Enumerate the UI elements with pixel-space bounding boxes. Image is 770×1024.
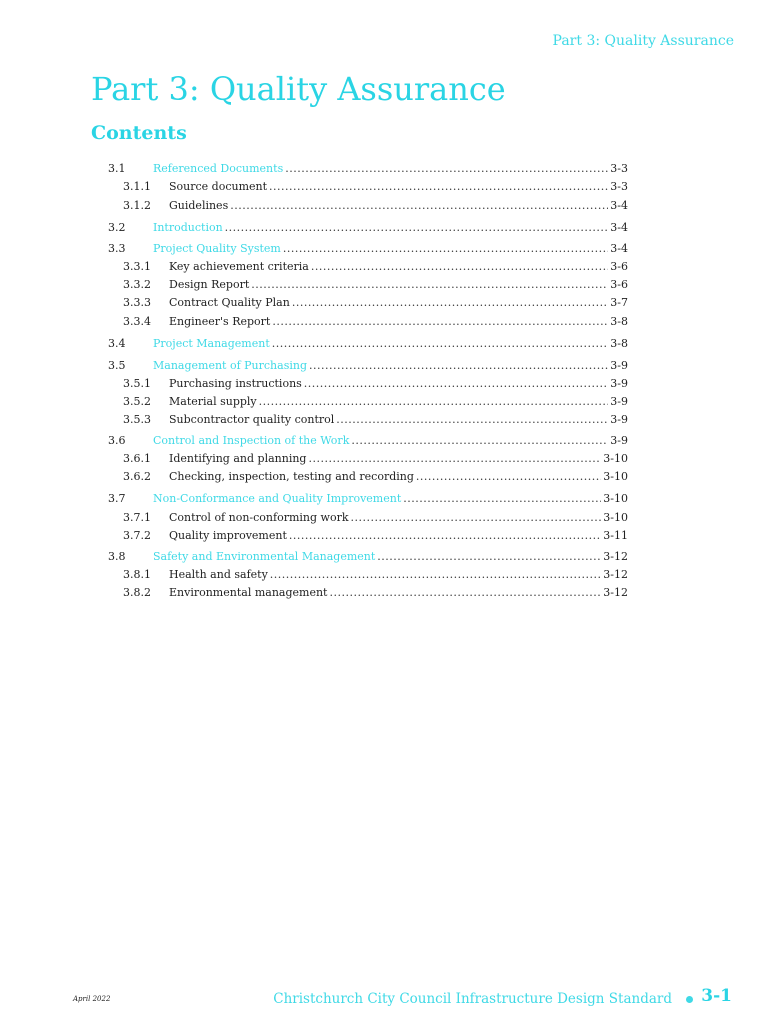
toc-dot-leader	[311, 258, 608, 276]
toc-subsection-label: Identifying and planning	[169, 452, 307, 465]
toc-dot-leader	[259, 393, 609, 411]
toc-subsection-label: Source document	[169, 180, 268, 193]
toc-page-number: 3-3	[610, 180, 628, 193]
toc-number: 3.7	[108, 492, 126, 505]
toc-entry[interactable]	[169, 313, 628, 331]
toc-entry[interactable]	[153, 432, 628, 450]
toc-page-number: 3-9	[610, 395, 628, 408]
toc-page-number: 3-9	[610, 434, 628, 447]
toc-section-link[interactable]: Management of Purchasing	[153, 359, 307, 372]
toc-dot-leader	[270, 566, 602, 584]
toc-dot-leader	[289, 527, 601, 545]
toc-page-number: 3-4	[610, 221, 628, 234]
footer-date: April 2022	[73, 995, 111, 1003]
toc-subsection-label: Contract Quality Plan	[169, 296, 290, 309]
toc-number: 3.4	[108, 337, 126, 350]
toc-entry[interactable]	[169, 276, 628, 294]
toc-row[interactable]	[0, 357, 770, 375]
toc-entry[interactable]	[153, 548, 628, 566]
toc-entry[interactable]	[153, 335, 628, 353]
toc-entry[interactable]	[169, 584, 628, 602]
toc-entry[interactable]	[169, 527, 628, 545]
toc-number: 3.6.1	[123, 452, 151, 465]
toc-dot-leader	[416, 468, 601, 486]
toc-subsection-label: Health and safety	[169, 568, 268, 581]
toc-dot-leader	[377, 548, 601, 566]
toc-subsection-label: Subcontractor quality control	[169, 413, 335, 426]
toc-page-number: 3-12	[603, 586, 628, 599]
toc-row[interactable]	[0, 375, 770, 393]
footer-bullet-icon	[686, 996, 693, 1003]
toc-subsection-label: Material supply	[169, 395, 257, 408]
toc-dot-leader	[225, 219, 609, 237]
toc-number: 3.8.2	[123, 586, 151, 599]
toc-row[interactable]	[0, 219, 770, 237]
toc-subsection-label: Engineer's Report	[169, 315, 271, 328]
toc-page-number: 3-9	[610, 359, 628, 372]
toc-entry[interactable]	[169, 393, 628, 411]
toc-row[interactable]	[0, 468, 770, 486]
toc-row[interactable]	[0, 160, 770, 178]
toc-row[interactable]	[0, 258, 770, 276]
toc-dot-leader	[269, 178, 608, 196]
toc-entry[interactable]	[169, 468, 628, 486]
toc-section-link[interactable]: Project Management	[153, 337, 270, 350]
toc-entry[interactable]	[153, 240, 628, 258]
toc-entry[interactable]	[153, 357, 628, 375]
toc-page-number: 3-10	[603, 452, 628, 465]
toc-number: 3.6.2	[123, 470, 151, 483]
toc-row[interactable]	[0, 584, 770, 602]
contents-heading: Contents	[91, 122, 187, 144]
toc-subsection-label: Control of non-conforming work	[169, 511, 349, 524]
toc-dot-leader	[403, 490, 601, 508]
toc-section-link[interactable]: Safety and Environmental Management	[153, 550, 376, 563]
toc-dot-leader	[304, 375, 608, 393]
toc-number: 3.7.1	[123, 511, 151, 524]
toc-entry[interactable]	[169, 294, 628, 312]
toc-page-number: 3-8	[610, 337, 628, 350]
toc-row[interactable]	[0, 432, 770, 450]
toc-number: 3.3.4	[123, 315, 151, 328]
toc-number: 3.3.2	[123, 278, 151, 291]
toc-subsection-label: Design Report	[169, 278, 250, 291]
toc-dot-leader	[230, 197, 608, 215]
toc-row[interactable]	[0, 450, 770, 468]
toc-entry[interactable]	[169, 178, 628, 196]
toc-subsection-label: Environmental management	[169, 586, 328, 599]
toc-subsection-label: Key achievement criteria	[169, 260, 309, 273]
toc-number: 3.1.2	[123, 199, 151, 212]
running-header: Part 3: Quality Assurance	[552, 33, 734, 49]
toc-dot-leader	[351, 509, 602, 527]
toc-number: 3.3.1	[123, 260, 151, 273]
toc-page-number: 3-10	[603, 470, 628, 483]
toc-entry[interactable]	[169, 411, 628, 429]
toc-entry[interactable]	[153, 219, 628, 237]
toc-number: 3.7.2	[123, 529, 151, 542]
toc-page-number: 3-9	[610, 413, 628, 426]
toc-row[interactable]	[0, 197, 770, 215]
toc-number: 3.3	[108, 242, 126, 255]
toc-dot-leader	[251, 276, 608, 294]
toc-page-number: 3-10	[603, 492, 628, 505]
toc-row[interactable]	[0, 335, 770, 353]
toc-number: 3.5	[108, 359, 126, 372]
toc-page-number: 3-12	[603, 550, 628, 563]
toc-entry[interactable]	[169, 566, 628, 584]
toc-section-link[interactable]: Project Quality System	[153, 242, 281, 255]
toc-number: 3.1	[108, 162, 126, 175]
toc-subsection-label: Purchasing instructions	[169, 377, 302, 390]
toc-row[interactable]	[0, 313, 770, 331]
toc-dot-leader	[308, 450, 601, 468]
toc-subsection-label: Quality improvement	[169, 529, 287, 542]
toc-page-number: 3-12	[603, 568, 628, 581]
toc-page-number: 3-4	[610, 242, 628, 255]
toc-page-number: 3-6	[610, 260, 628, 273]
toc-entry[interactable]	[169, 258, 628, 276]
toc-row[interactable]	[0, 509, 770, 527]
toc-section-link[interactable]: Control and Inspection of the Work	[153, 434, 350, 447]
toc-page-number: 3-10	[603, 511, 628, 524]
toc-entry[interactable]	[169, 197, 628, 215]
toc-number: 3.8.1	[123, 568, 151, 581]
toc-dot-leader	[351, 432, 608, 450]
toc-number: 3.2	[108, 221, 126, 234]
footer-page-number: 3-1	[701, 986, 732, 1006]
toc-page-number: 3-8	[610, 315, 628, 328]
toc-row[interactable]	[0, 294, 770, 312]
toc-number: 3.5.2	[123, 395, 151, 408]
toc-entry[interactable]	[169, 375, 628, 393]
toc-entry[interactable]	[153, 490, 628, 508]
toc-dot-leader	[285, 160, 608, 178]
toc-section-link[interactable]: Non-Conformance and Quality Improvement	[153, 492, 402, 505]
toc-number: 3.8	[108, 550, 126, 563]
toc-section-link[interactable]: Referenced Documents	[153, 162, 284, 175]
toc-dot-leader	[272, 335, 609, 353]
toc-row[interactable]	[0, 393, 770, 411]
toc-number: 3.3.3	[123, 296, 151, 309]
footer-standard-title: Christchurch City Council Infrastructure Design Standard	[273, 991, 672, 1007]
toc-page-number: 3-11	[603, 529, 628, 542]
toc-entry[interactable]	[169, 509, 628, 527]
toc-dot-leader	[292, 294, 608, 312]
toc-page-number: 3-4	[610, 199, 628, 212]
toc-section-link[interactable]: Introduction	[153, 221, 223, 234]
toc-page-number: 3-7	[610, 296, 628, 309]
toc-number: 3.5.3	[123, 413, 151, 426]
toc-number: 3.5.1	[123, 377, 151, 390]
toc-row[interactable]	[0, 566, 770, 584]
toc-entry[interactable]	[169, 450, 628, 468]
toc-dot-leader	[329, 584, 601, 602]
toc-number: 3.1.1	[123, 180, 151, 193]
toc-dot-leader	[336, 411, 608, 429]
toc-page-number: 3-9	[610, 377, 628, 390]
toc-row[interactable]	[0, 240, 770, 258]
toc-dot-leader	[283, 240, 608, 258]
toc-page-number: 3-3	[610, 162, 628, 175]
toc-row[interactable]	[0, 178, 770, 196]
toc-subsection-label: Guidelines	[169, 199, 229, 212]
toc-subsection-label: Checking, inspection, testing and recording	[169, 470, 414, 483]
toc-row[interactable]	[0, 548, 770, 566]
page-title: Part 3: Quality Assurance	[91, 70, 506, 108]
toc-page-number: 3-6	[610, 278, 628, 291]
toc-entry[interactable]	[153, 160, 628, 178]
toc-row[interactable]	[0, 527, 770, 545]
toc-row[interactable]	[0, 490, 770, 508]
toc-dot-leader	[309, 357, 608, 375]
toc-number: 3.6	[108, 434, 126, 447]
toc-dot-leader	[272, 313, 608, 331]
toc-row[interactable]	[0, 276, 770, 294]
toc-row[interactable]	[0, 411, 770, 429]
